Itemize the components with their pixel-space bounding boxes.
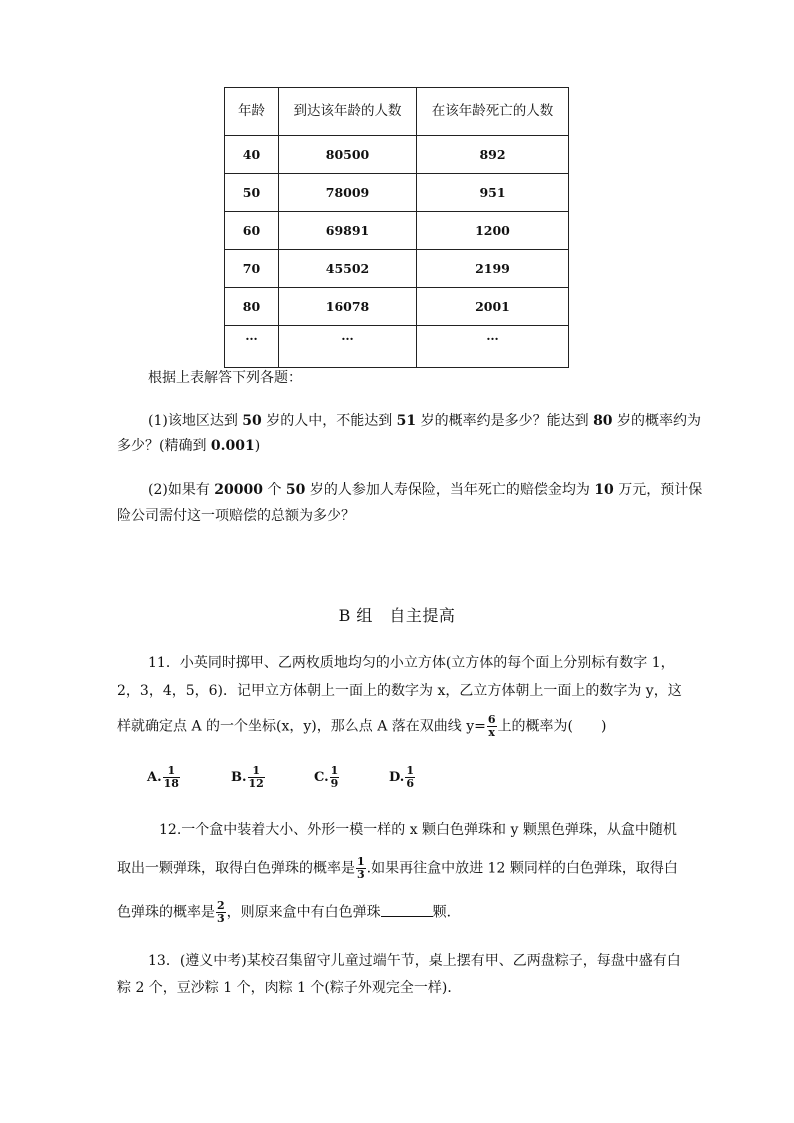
header-died: 在该年龄死亡的人数 — [417, 88, 569, 136]
cell-reached: 69891 — [279, 212, 417, 250]
answer-blank — [381, 902, 433, 917]
fraction: $\frac{1}{12}$ — [248, 764, 264, 790]
header-reached: 到达该年龄的人数 — [279, 88, 417, 136]
cell-reached: 16078 — [279, 288, 417, 326]
option-c: C. $\frac{1}{9}$ — [314, 764, 339, 790]
fraction: $\frac{1}{18}$ — [163, 764, 179, 790]
fraction: $\frac{6}{x}$ — [487, 713, 496, 739]
fraction: $\frac{1}{6}$ — [406, 764, 414, 790]
q11-line3: 样就确定点 A 的一个坐标(x，y)，那么点 A 落在双曲线 y= $\frac{6}{x}$ 上的概率为( ) — [117, 713, 607, 739]
option-b: B. $\frac{1}{12}$ — [231, 764, 264, 790]
option-d: D. $\frac{1}{6}$ — [389, 764, 414, 790]
table-header-row — [225, 88, 569, 136]
cell-died: 2199 — [417, 250, 569, 288]
table-row — [225, 212, 569, 250]
q12-line3: 色弹珠的概率是 $\frac{2}{3}$ ，则原来盒中有白色弹珠 颗． — [117, 899, 461, 925]
cell-died: … — [417, 326, 569, 368]
fraction: $\frac{2}{3}$ — [217, 899, 225, 925]
q12-line2: 取出一颗弹珠，取得白色弹珠的概率是 $\frac{1}{3}$ .如果再往盒中放进 12 颗同样的白色弹珠，取得白 — [117, 855, 678, 881]
q1-line2: 多少？(精确到 0.001) — [117, 438, 261, 454]
table-row — [225, 174, 569, 212]
table-row — [225, 136, 569, 174]
cell-age: 80 — [225, 288, 279, 326]
intro-text: 根据上表解答下列各题： — [148, 370, 302, 386]
q13-line2: 粽 2 个，豆沙粽 1 个，肉粽 1 个(粽子外观完全一样)． — [117, 980, 462, 996]
cell-died: 1200 — [417, 212, 569, 250]
cell-reached: 45502 — [279, 250, 417, 288]
section-title: B 组 自主提高 — [338, 606, 456, 625]
cell-age: 70 — [225, 250, 279, 288]
table-row — [225, 288, 569, 326]
fraction: $\frac{1}{9}$ — [330, 764, 339, 790]
q11-line2: 2，3，4，5，6)．记甲立方体朝上一面上的数字为 x，乙立方体朝上一面上的数字为 y，这 — [117, 683, 682, 699]
cell-reached: 78009 — [279, 174, 417, 212]
q2-line2: 险公司需付这一项赔偿的总额为多少？ — [117, 508, 355, 524]
cell-reached: 80500 — [279, 136, 417, 174]
table-row — [225, 326, 569, 368]
cell-age: 60 — [225, 212, 279, 250]
q1-line1: (1)该地区达到 50 岁的人中，不能达到 51 岁的概率约是多少？能达到 80 岁的概率约为 — [148, 413, 701, 429]
cell-died: 2001 — [417, 288, 569, 326]
header-age: 年龄 — [225, 88, 279, 136]
q12-line1: 12.一个盒中装着大小、外形一模一样的 x 颗白色弹珠和 y 颗黑色弹珠，从盒中随机 — [159, 822, 677, 838]
life-table — [224, 87, 569, 368]
cell-age: 50 — [225, 174, 279, 212]
fraction: $\frac{1}{3}$ — [357, 855, 365, 881]
cell-died: 951 — [417, 174, 569, 212]
cell-died: 892 — [417, 136, 569, 174]
table-row — [225, 250, 569, 288]
option-a: A. $\frac{1}{18}$ — [147, 764, 179, 790]
q11-line1: 11．小英同时掷甲、乙两枚质地均匀的小立方体(立方体的每个面上分别标有数字 1， — [148, 655, 675, 671]
q13-line1: 13．(遵义中考)某校召集留守儿童过端午节，桌上摆有甲、乙两盘粽子，每盘中盛有白 — [148, 953, 681, 969]
cell-age: … — [225, 326, 279, 368]
cell-age: 40 — [225, 136, 279, 174]
q2-line1: (2)如果有 20000 个 50 岁的人参加人寿保险，当年死亡的赔偿金均为 10 万元，预计保 — [148, 482, 703, 498]
cell-reached: … — [279, 326, 417, 368]
